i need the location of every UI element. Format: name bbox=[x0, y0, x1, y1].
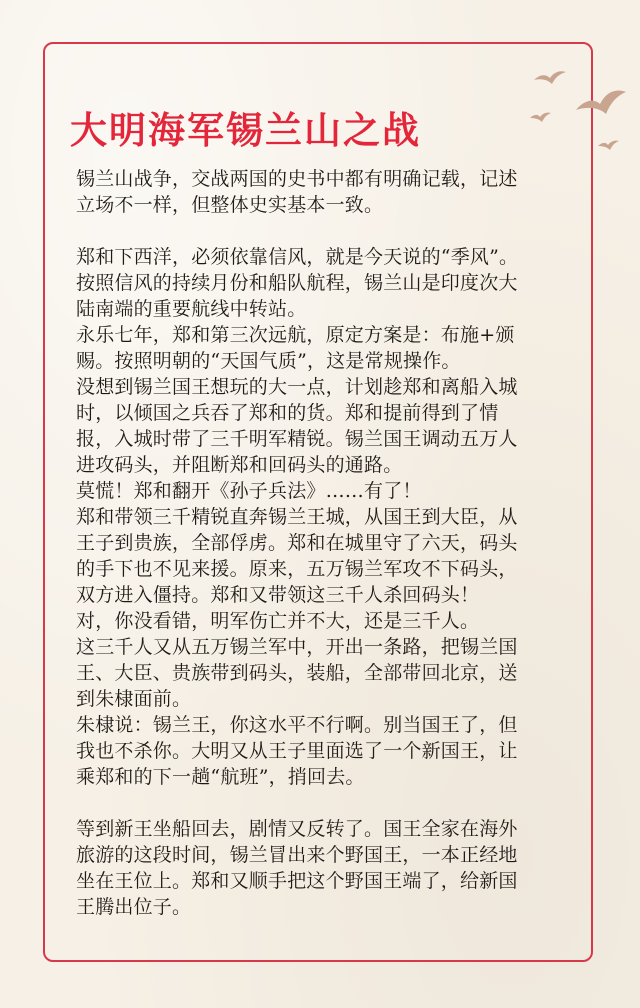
paragraph: 永乐七年，郑和第三次远航，原定方案是：布施+颁赐。按照明朝的“天国气质”，这是常规操作。 bbox=[76, 324, 515, 372]
paragraph: 朱棣说：锡兰王，你这水平不行啊。别当国王了，但我也不杀你。大明又从王子里面选了一个新国王，让乘郑和的下一趟“航班”，捎回去。 bbox=[76, 714, 518, 788]
article-title: 大明海军锡兰山之战 bbox=[70, 109, 421, 152]
bird-icon bbox=[576, 91, 626, 115]
paragraph: 没想到锡兰国王想玩的大一点，计划趁郑和离船入城时，以倾国之兵吞了郑和的货。郑和提前得到了情报，入城时带了三千明军精锐。锡兰国王调动五万人进攻码头，并阻断郑和回码头的通路。 bbox=[76, 376, 518, 476]
paragraph: 这三千人又从五万锡兰军中，开出一条路，把锡兰国王、大臣、贵族带到码头，装船，全部带回北京，送到朱棣面前。 bbox=[76, 636, 518, 710]
bird-icon bbox=[530, 113, 551, 122]
article-body bbox=[76, 166, 532, 920]
paragraph: 郑和下西洋，必须依靠信风，就是今天说的“季风”。按照信风的持续月份和船队航程，锡兰山是印度次大陆南端的重要航线中转站。 bbox=[76, 246, 519, 320]
paragraph: 等到新王坐船回去，剧情又反转了。国王全家在海外旅游的这段时间，锡兰冒出来个野国王，一本正经地坐在王位上。郑和又顺手把这个野国王端了，给新国王腾出位子。 bbox=[76, 818, 518, 918]
bird-icon bbox=[534, 71, 566, 84]
paragraph: 莫慌！郑和翻开《孙子兵法》……有了！ bbox=[76, 480, 422, 502]
flying-birds-icon bbox=[524, 62, 634, 172]
paragraph: 对，你没看错，明军伤亡并不大，还是三千人。 bbox=[76, 610, 480, 632]
paragraph: 锡兰山战争，交战两国的史书中都有明确记载，记述立场不一样，但整体史实基本一致。 bbox=[76, 168, 518, 216]
paragraph: 郑和带领三千精锐直奔锡兰王城，从国王到大臣，从王子到贵族，全部俘虏。郑和在城里守了六天，码头的手下也不见来援。原来，五万锡兰军攻不下码头，双方进入僵持。郑和又带领这三千人杀回码头！ bbox=[76, 506, 518, 606]
bird-icon bbox=[598, 141, 619, 150]
